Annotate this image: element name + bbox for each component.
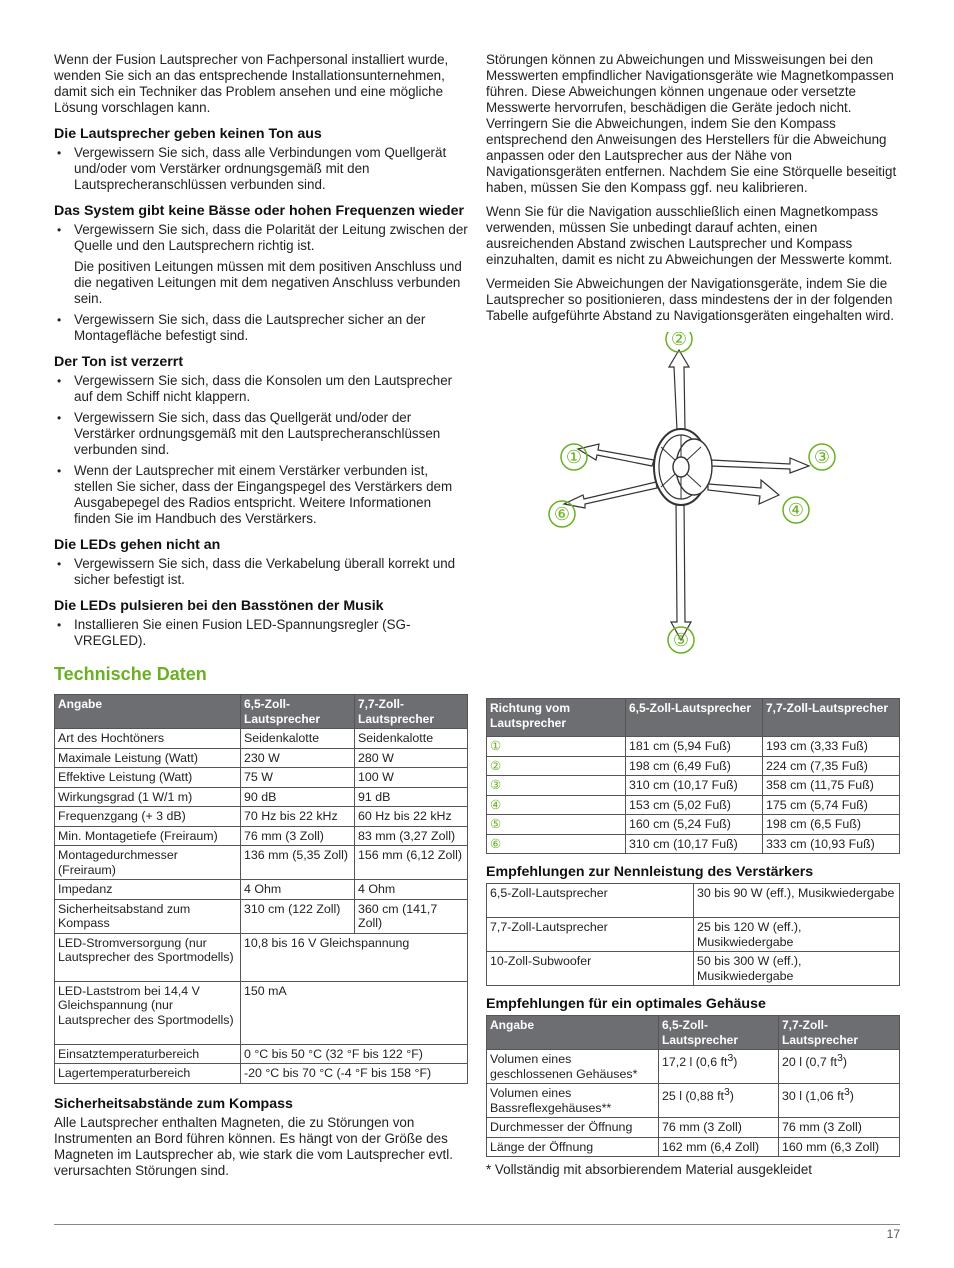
- paragraph: Störungen können zu Abweichungen und Missweisungen bei den Messwerten empfindlicher Navigationsgeräte wie Magnetkompassen führen. Diese Abweichungen können ungenaue oder versetzte Messwerte hervorrufen, beschädigen die Geräte jedoch nicht. Verringern Sie die Abweichungen, indem Sie den Kompass entsprechend den Anweisungen des Herstellers für die Abweichung anpassen oder den Lautsprecher aus der Nähe von Navigationsgeräten entfernen. Nachdem Sie eine Störquelle beseitigt haben, müssen Sie den Kompass ggf. neu kalibrieren.: [486, 52, 897, 195]
- compass-paragraph: Alle Lautsprecher enthalten Magneten, die zu Störungen von Instrumenten an Bord führen können. Es hängt von der Größe des Magneten im Lautsprecher ab, wie stark die vom Lautsprecher evtl. verursachten Störungen sind.: [54, 1114, 453, 1178]
- table-cell: 76 mm (3 Zoll): [779, 1118, 900, 1138]
- arrow-3: [711, 458, 809, 473]
- table-cell: ⑥: [487, 834, 626, 854]
- table-row: [487, 815, 900, 835]
- callout-1: [561, 444, 587, 470]
- table-cell: 60 Hz bis 22 kHz: [355, 807, 468, 827]
- table-cell: 76 mm (3 Zoll): [241, 826, 355, 846]
- table-cell: 100 W: [355, 768, 468, 788]
- table-cell: 4 Ohm: [355, 880, 468, 900]
- table-cell: 280 W: [355, 748, 468, 768]
- superscript: 3: [727, 1053, 734, 1064]
- list-item: • Vergewissern Sie sich, dass die Verkabelung überall korrekt und sicher befestigt ist.: [54, 556, 468, 588]
- table-cell: ①: [487, 737, 626, 757]
- list-item-subtext: Die positiven Leitungen müssen mit dem positiven Anschluss und die negativen Leitungen mit dem negativen Anschluss verbunden sein.: [74, 259, 462, 306]
- table-row: [55, 1064, 468, 1084]
- table-row: [55, 787, 468, 807]
- table-cell: Seidenkalotte: [355, 729, 468, 749]
- callout-label: ①: [565, 447, 583, 467]
- table-row: [487, 1137, 900, 1157]
- arrow-1: [578, 444, 654, 466]
- table-cell: 76 mm (3 Zoll): [659, 1118, 779, 1138]
- table-cell: 198 cm (6,5 Fuß): [763, 815, 900, 835]
- table-header-cell: Angabe: [487, 1016, 659, 1050]
- table-row: [55, 729, 468, 749]
- paragraph: Wenn Sie für die Navigation ausschließlich einen Magnetkompass verwenden, müssen Sie unbedingt darauf achten, einen ausreichenden Abstand zwischen Lautsprecher und Kompass einzuhalten, damit es nicht zu Abweichungen der Messwerte kommt.: [486, 204, 893, 267]
- table-cell: [779, 1050, 900, 1084]
- list-item: • Vergewissern Sie sich, dass alle Verbindungen vom Quellgerät und/oder vom Verstärker ordnungsgemäß mit den Lautsprecheranschlüssen verbunden sind.: [54, 145, 468, 193]
- cell-value: 20 l (0,7 ft: [782, 1055, 838, 1070]
- table-cell: Art des Hochtöners: [55, 729, 241, 749]
- table-cell: 230 W: [241, 748, 355, 768]
- table-cell: 358 cm (11,75 Fuß): [763, 776, 900, 796]
- table-cell: Impedanz: [55, 880, 241, 900]
- table-row: [487, 1084, 900, 1118]
- table-row: [55, 768, 468, 788]
- table-cell: Durchmesser der Öffnung: [487, 1118, 659, 1138]
- table-row: [55, 846, 468, 880]
- table-row: [487, 918, 900, 952]
- table-header-cell: 6,5-Zoll-Lautsprecher: [626, 699, 763, 737]
- table-cell: ③: [487, 776, 626, 796]
- table-cell: Maximale Leistung (Watt): [55, 748, 241, 768]
- table-cell: 360 cm (141,7 Zoll): [355, 899, 468, 933]
- direction-distance-table: [486, 698, 900, 854]
- table-cell: Volumen eines Bassreflexgehäuses**: [487, 1084, 659, 1118]
- table-row: [55, 880, 468, 900]
- tech-data-table: [54, 694, 468, 1084]
- table-row: [487, 737, 900, 757]
- list-item: • Vergewissern Sie sich, dass die Polarität der Leitung zwischen der Quelle und den Lautsprechern richtig ist.: [54, 222, 468, 254]
- callout-label: ⑥: [553, 504, 571, 524]
- speaker-direction-svg: [486, 332, 900, 694]
- table-cell: Wirkungsgrad (1 W/1 m): [55, 787, 241, 807]
- table-header-cell: Angabe: [55, 695, 241, 729]
- table-cell: 7,7-Zoll-Lautsprecher: [487, 918, 694, 952]
- callout-3: [809, 444, 835, 470]
- table-row: [487, 884, 900, 918]
- table-cell: LED-Stromversorgung (nur Lautsprecher des Sportmodells): [55, 933, 241, 981]
- table-row: [487, 952, 900, 986]
- table-cell: Effektive Leistung (Watt): [55, 768, 241, 788]
- bullet-list: [54, 145, 468, 193]
- callout-label: ③: [813, 447, 831, 467]
- callout-5: [668, 627, 694, 653]
- table-cell: 310 cm (122 Zoll): [241, 899, 355, 933]
- page-number: 17: [886, 1227, 900, 1241]
- footer-divider: [54, 1224, 900, 1225]
- table-cell: 162 mm (6,4 Zoll): [659, 1137, 779, 1157]
- table-cell: 91 dB: [355, 787, 468, 807]
- table-cell: 310 cm (10,17 Fuß): [626, 834, 763, 854]
- superscript: 3: [837, 1053, 843, 1064]
- table-row: [487, 1050, 900, 1084]
- table-cell: 175 cm (5,74 Fuß): [763, 795, 900, 815]
- table-cell: Frequenzgang (+ 3 dB): [55, 807, 241, 827]
- superscript: 3: [844, 1087, 850, 1098]
- table-cell: 75 W: [241, 768, 355, 788]
- table-cell: 83 mm (3,27 Zoll): [355, 826, 468, 846]
- table-cell: Länge der Öffnung: [487, 1137, 659, 1157]
- list-item: • Vergewissern Sie sich, dass das Quellgerät und/oder der Verstärker ordnungsgemäß mit den Lautsprecheranschlüssen verbunden sind.: [54, 410, 468, 458]
- enclosure-recommendation-heading: Empfehlungen für ein optimales Gehäuse: [486, 996, 766, 1012]
- table-row: [487, 756, 900, 776]
- table-cell: ②: [487, 756, 626, 776]
- table-cell: 156 mm (6,12 Zoll): [355, 846, 468, 880]
- arrow-6: [564, 482, 657, 508]
- table-cell: ④: [487, 795, 626, 815]
- callout-label: ②: [670, 332, 688, 349]
- table-cell: 0 °C bis 50 °C (32 °F bis 122 °F): [241, 1044, 468, 1064]
- table-cell: 181 cm (5,94 Fuß): [626, 737, 763, 757]
- amp-recommendation-heading: Empfehlungen zur Nennleistung des Verstärkers: [486, 864, 814, 880]
- superscript: 3: [724, 1087, 730, 1098]
- section-heading-leds-off: Die LEDs gehen nicht an: [54, 537, 221, 553]
- right-column: [486, 52, 900, 1178]
- table-cell: 153 cm (5,02 Fuß): [626, 795, 763, 815]
- table-cell: 136 mm (5,35 Zoll): [241, 846, 355, 880]
- speaker-direction-diagram: [486, 332, 900, 694]
- table-row: [55, 899, 468, 933]
- table-header-cell: 7,7-Zoll-Lautsprecher: [355, 695, 468, 729]
- table-row: [55, 807, 468, 827]
- table-row: [487, 776, 900, 796]
- bullet-list: [54, 312, 468, 344]
- table-cell: 90 dB: [241, 787, 355, 807]
- table-cell: Min. Montagetiefe (Freiraum): [55, 826, 241, 846]
- cell-value-end: ): [729, 1089, 734, 1104]
- table-cell: 4 Ohm: [241, 880, 355, 900]
- enclosure-table: [486, 1015, 900, 1157]
- amp-recommendation-table: [486, 883, 900, 986]
- table-header-cell: 7,7-Zoll-Lautsprecher: [779, 1016, 900, 1050]
- bullet-list: [54, 373, 468, 527]
- list-item: • Installieren Sie einen Fusion LED-Spannungsregler (SG-VREGLED).: [54, 617, 468, 649]
- cell-value: 30 l (1,06 ft: [782, 1089, 844, 1104]
- table-row: [487, 795, 900, 815]
- table-cell: 193 cm (3,33 Fuß): [763, 737, 900, 757]
- table-cell: Montagedurchmesser (Freiraum): [55, 846, 241, 880]
- table-row: [55, 1044, 468, 1064]
- arrow-2: [669, 350, 689, 430]
- table-cell: 50 bis 300 W (eff.), Musikwiedergabe: [694, 952, 900, 986]
- callout-label: ⑤: [672, 630, 690, 650]
- table-cell: Lagertemperaturbereich: [55, 1064, 241, 1084]
- table-cell: 333 cm (10,93 Fuß): [763, 834, 900, 854]
- table-cell: ⑤: [487, 815, 626, 835]
- table-header-cell: 6,5-Zoll-Lautsprecher: [241, 695, 355, 729]
- bullet-list: [54, 222, 468, 254]
- footnote: * Vollständig mit absorbierendem Material ausgekleidet: [486, 1162, 813, 1177]
- callout-label: ④: [787, 500, 805, 520]
- table-cell: [779, 1084, 900, 1118]
- list-item: • Vergewissern Sie sich, dass die Konsolen um den Lautsprecher auf dem Schiff nicht klappern.: [54, 373, 468, 405]
- section-heading-no-bass: Das System gibt keine Bässe oder hohen Frequenzen wieder: [54, 203, 464, 219]
- table-cell: 10-Zoll-Subwoofer: [487, 952, 694, 986]
- table-cell: 198 cm (6,49 Fuß): [626, 756, 763, 776]
- table-row: [487, 1118, 900, 1138]
- bullet-list: [54, 617, 468, 649]
- table-row: [55, 748, 468, 768]
- list-item: • Wenn der Lautsprecher mit einem Verstärker verbunden ist, stellen Sie sicher, dass der Eingangspegel des Verstärkers dem Ausgabepegel des Radios entspricht. Weitere Informationen finden Sie im Handbuch des Verstärkers.: [54, 463, 468, 527]
- table-cell: 30 bis 90 W (eff.), Musikwiedergabe: [694, 884, 900, 918]
- cell-value-end: ): [849, 1089, 854, 1104]
- callout-6: [549, 501, 575, 527]
- cell-value-end: ): [733, 1055, 738, 1070]
- intro-paragraph: Wenn der Fusion Lautsprecher von Fachpersonal installiert wurde, wenden Sie sich an das entsprechende Installationsunternehmen, damit sich ein Techniker das Problem ansehen und eine mögliche Lösung vorschlagen kann.: [54, 52, 449, 115]
- table-cell: 160 mm (6,3 Zoll): [779, 1137, 900, 1157]
- table-row: [55, 981, 468, 1044]
- arrow-5: [671, 500, 691, 640]
- table-cell: 10,8 bis 16 V Gleichspannung: [241, 933, 468, 981]
- paragraph: Vermeiden Sie Abweichungen der Navigationsgeräte, indem Sie die Lautsprecher so positionieren, dass mindestens der in der folgenden Tabelle aufgeführte Abstand zu Navigationsgeräten eingehalten wird.: [486, 276, 894, 323]
- table-cell: 224 cm (7,35 Fuß): [763, 756, 900, 776]
- table-cell: -20 °C bis 70 °C (-4 °F bis 158 °F): [241, 1064, 468, 1084]
- table-cell: [659, 1050, 779, 1084]
- table-cell: 160 cm (5,24 Fuß): [626, 815, 763, 835]
- table-header-row: [487, 1016, 900, 1050]
- speaker-icon: [654, 429, 712, 505]
- cell-value: 17,2 l (0,6 ft: [662, 1055, 728, 1070]
- section-heading-leds-pulse: Die LEDs pulsieren bei den Basstönen der Musik: [54, 598, 384, 614]
- arrow-4: [708, 480, 779, 504]
- table-cell: 25 bis 120 W (eff.), Musikwiedergabe: [694, 918, 900, 952]
- table-cell: 6,5-Zoll-Lautsprecher: [487, 884, 694, 918]
- table-cell: 310 cm (10,17 Fuß): [626, 776, 763, 796]
- table-cell: Volumen eines geschlossenen Gehäuses*: [487, 1050, 659, 1084]
- bullet-list: [54, 556, 468, 588]
- table-header-cell: 6,5-Zoll-Lautsprecher: [659, 1016, 779, 1050]
- table-cell: Seidenkalotte: [241, 729, 355, 749]
- section-heading-no-sound: Die Lautsprecher geben keinen Ton aus: [54, 126, 322, 142]
- cell-value-end: ): [842, 1055, 847, 1070]
- table-row: [487, 834, 900, 854]
- section-heading-distorted: Der Ton ist verzerrt: [54, 354, 184, 370]
- compass-distance-heading: Sicherheitsabstände zum Kompass: [54, 1095, 293, 1112]
- table-cell: Einsatztemperaturbereich: [55, 1044, 241, 1064]
- list-item: • Vergewissern Sie sich, dass die Lautsprecher sicher an der Montagefläche befestigt sind.: [54, 312, 468, 344]
- table-row: [55, 826, 468, 846]
- table-header-cell: 7,7-Zoll-Lautsprecher: [763, 699, 900, 737]
- table-cell: Sicherheitsabstand zum Kompass: [55, 899, 241, 933]
- table-cell: [659, 1084, 779, 1118]
- callout-4: [783, 497, 809, 523]
- table-cell: 70 Hz bis 22 kHz: [241, 807, 355, 827]
- table-header-row: [55, 695, 468, 729]
- table-row: [55, 933, 468, 981]
- cell-value: 25 l (0,88 ft: [662, 1089, 724, 1104]
- left-column: [54, 52, 468, 1179]
- table-header-row: [487, 699, 900, 737]
- table-header-cell: Richtung vom Lautsprecher: [487, 699, 626, 737]
- tech-data-heading: Technische Daten: [54, 664, 207, 684]
- table-cell: 150 mA: [241, 981, 468, 1044]
- table-cell: LED-Laststrom bei 14,4 V Gleichspannung (nur Lautsprecher des Sportmodells): [55, 981, 241, 1044]
